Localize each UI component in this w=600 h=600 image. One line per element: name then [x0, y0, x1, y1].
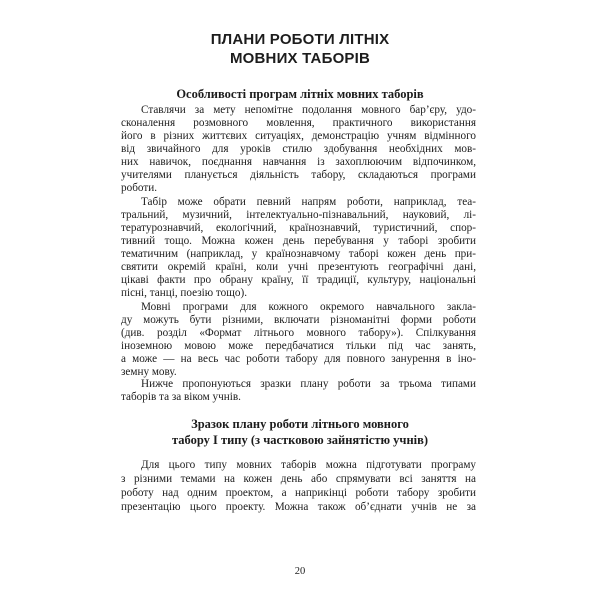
text-line: а може — на весь час роботи табору для повного занурення в іно- — [121, 353, 476, 365]
chapter-title-line: ПЛАНИ РОБОТИ ЛІТНІХ — [210, 31, 390, 48]
text-line: презентацію цього проекту. Можна також об’єднати учнів не за — [121, 501, 476, 513]
chapter-title-line: МОВНИХ ТАБОРІВ — [229, 50, 371, 67]
section-heading-line: табору I типу (з частковою зайнятістю учнів) — [171, 433, 429, 447]
section-heading-line: Зразок плану роботи літнього мовного — [191, 417, 409, 431]
section-heading — [0, 416, 600, 448]
text-line: тературознавчий, екологічний, країнознавчий, туристичний, спор- — [121, 222, 476, 234]
text-line: Нижче пропонуються зразки плану роботи за трьома типами — [141, 378, 476, 390]
section-heading-line: Особливості програм літніх мовних таборів — [176, 87, 424, 101]
text-line: Для цього типу мовних таборів можна підготувати програму — [141, 459, 476, 471]
text-line: з різними темами на кожен день або спрямувати всі заняття на — [121, 473, 476, 485]
chapter-title — [0, 30, 600, 68]
text-line: роботу над одним проектом, а наприкінці роботи табору зробити — [121, 487, 476, 499]
text-line: тематичним (наприклад, у країнознавчому таборі кожен день при- — [121, 248, 476, 260]
text-line: пісні, танці, поезію тощо). — [121, 287, 247, 299]
page-number: 20 — [294, 566, 306, 577]
text-line: земну мову. — [121, 366, 177, 378]
text-line: (див. розділ «Формат літнього мовного табору»). Спілкування — [121, 327, 476, 339]
text-line: таборів та за віком учнів. — [121, 391, 241, 403]
text-line: святити окремій країні, коли учні презентують географічні дані, — [121, 261, 476, 273]
section-heading — [0, 86, 600, 102]
text-line: них навичок, поєднання навчання із захоплюючим відпочинком, — [121, 156, 476, 168]
text-line: іноземною мовою може передбачатися тільки під час занять, — [121, 340, 476, 352]
text-line: сконалення розмовного мовлення, практичного використання — [121, 117, 476, 129]
text-line: ду можуть бути різними, включати різноманітні форми роботи — [121, 314, 476, 326]
text-line: Ставлячи за мету непомітне подолання мовного бар’єру, удо- — [141, 104, 476, 116]
text-line: роботи. — [121, 182, 157, 194]
text-line: тивний тощо. Можна кожен день перебування у таборі зробити — [121, 235, 476, 247]
text-line: Табір може обрати певний напрям роботи, наприклад, теа- — [141, 196, 476, 208]
text-line: Мовні програми для кожного окремого навчального закла- — [141, 301, 476, 313]
text-line: тральний, музичний, інтелектуально-пізнавальний, науковий, лі- — [121, 209, 476, 221]
text-line: цікаві факти про обрану країну, її традиції, культуру, національні — [121, 274, 476, 286]
text-line: від звичайного для уроків стилю здобування необхідних мов- — [121, 143, 476, 155]
text-line: учителями планується діяльність табору, складаються програми — [121, 169, 476, 181]
text-line: його в різних життєвих ситуаціях, демонстрацію учням відмінного — [121, 130, 476, 142]
